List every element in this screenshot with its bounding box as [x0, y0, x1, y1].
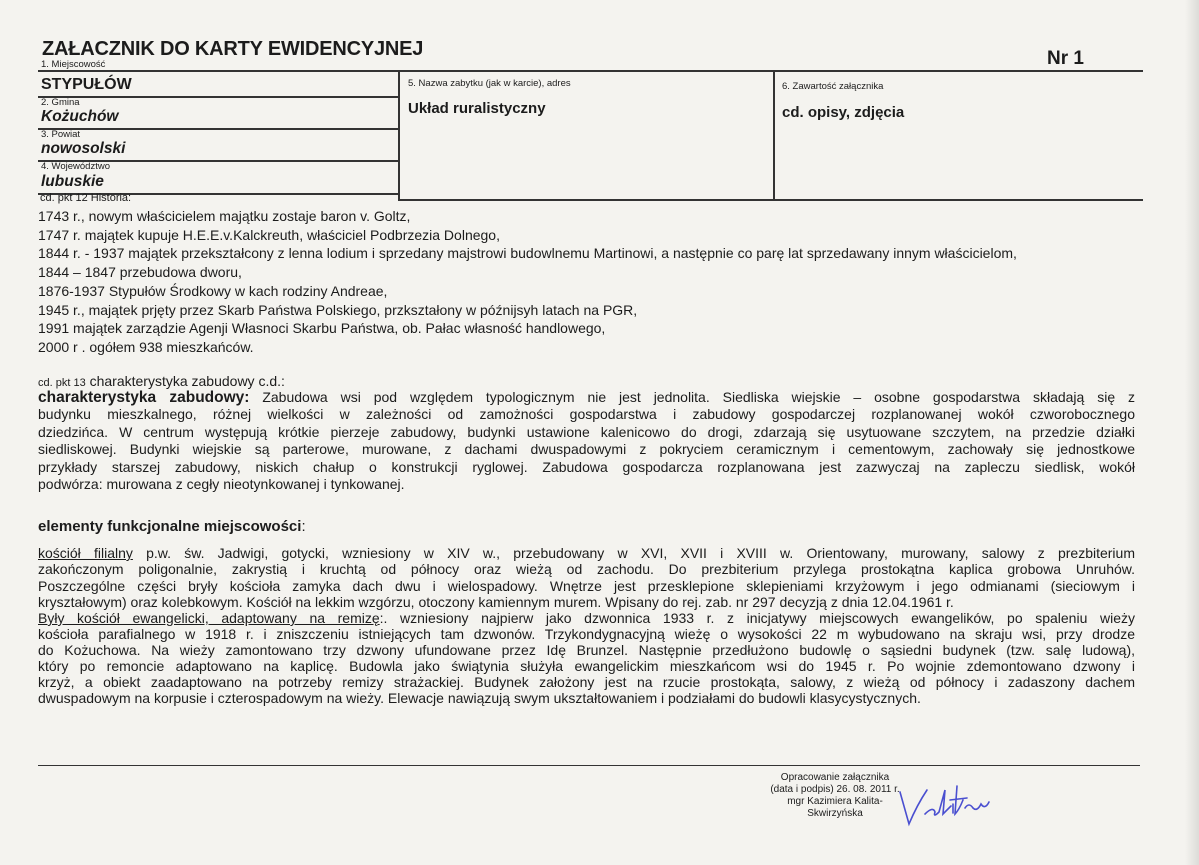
characteristics-lead: charakterystyka zabudowy: [38, 389, 250, 406]
line-text: :. wzniesiony najpierw jako dzwonnica 1933 r. z inicjatywy miejscowych ewangelików, po spaleniu wieży [379, 610, 1135, 626]
footer-line [38, 765, 1140, 766]
paragraph-line: przykłady starszej zabudowy, niskich chałup o konstrukcji ryglowej. Zabudowa gospodarcza rozplanowana jest zazwyczaj na zapleczu siedlisk, wokół [38, 458, 1135, 475]
paragraph-line: zakończonym poligonalnie, zakrystią i kruchtą od północy oraz wieżą od zachodu. Do prezbiterium przylega prostokątna kaplica grobowa Unruhów. [38, 561, 1135, 578]
field-label-gmina: 2. Gmina [41, 97, 80, 108]
history-entry: 1844 r. - 1937 majątek przekształcony z lenna lodium i sprzedany majstrowi budowlnemu Martinowi, a następnie co parę lat sprzedawany innym właścicielom, [38, 245, 1017, 262]
history-list [38, 207, 1135, 357]
footer-author-block [760, 772, 910, 820]
document-number: Nr 1 [1047, 48, 1084, 69]
paragraph-line: dziedzińca. W centrum występują krótkie pierzeje zabudowy, budynki ustawione kalenicowo do drogi, zdarzają się usytuowane szczytem, na przedzie działki [38, 423, 1135, 440]
form-bottom-line [398, 199, 1143, 201]
history-entry: 1991 majątek zarządzie Agenji Własnoci Skarbu Państwa, ob. Pałac własność handlowego, [38, 320, 606, 337]
field-value-nazwa: Układ ruralistyczny [408, 100, 546, 117]
elements-heading [38, 518, 306, 535]
history-entry: 1747 r. majątek kupuje H.E.E.v.Kalckreuth, właściciel Podbrzezia Dolnego, [38, 226, 500, 243]
line-text: p.w. św. Jadwigi, gotycki, wzniesiony w XIV w., przebudowany w XVI, XVII i XVIII w. Orientowany, murowany, salowy z prezbiterium [132, 545, 1135, 561]
scan-edge [1185, 0, 1199, 865]
handwritten-signature [895, 780, 995, 830]
field-label-miejscowosc: 1. Miejscowość [41, 59, 106, 70]
characteristics-heading-prefix: cd. pkt 13 [38, 377, 86, 389]
elements-heading-text: elementy funkcjonalne miejscowości [38, 518, 302, 535]
document-title: ZAŁACZNIK DO KARTY EWIDENCYJNEJ [42, 38, 424, 60]
paragraph-line: który po remoncie adaptowano na kaplicę. Budowla jako świątynia służyła ewangelickim mieszkańcom wsi do 1945 r. Po wojnie zdemontowano dzwony i [38, 658, 1135, 675]
field-label-wojewodztwo: 4. Województwo [41, 161, 110, 172]
paragraph-line: kościoła parafialnego w 1918 r. i zniszczeniu istniejących tam dzwonów. Trzykondygnacyjną wieżę o wysokości 22 m wybudowano na skraju wsi, przy drodze [38, 626, 1135, 643]
column-divider [398, 70, 400, 199]
paragraph-line: do Kożuchowa. Na wieży zamontowano trzy dzwony ufundowane przez Idę Brunzel. Następnie przedłużono budowlę o sąsiedni budynek (tzw. salę ludową), [38, 642, 1135, 659]
field-value-wojewodztwo: lubuskie [41, 173, 104, 190]
history-entry: 1945 r., majątek prjęty przez Skarb Państwa Polskiego, przkształony w późnijsyh latach na PGR, [38, 301, 638, 318]
field-value-gmina: Kożuchów [41, 108, 119, 125]
church-filial-paragraph [38, 545, 1135, 610]
history-heading: cd. pkt 12 Historia: [40, 192, 132, 204]
field-value-miejscowosc: STYPUŁÓW [41, 76, 132, 93]
history-entry: 1743 r., nowym właścicielem majątku zostaje baron v. Goltz, [38, 208, 411, 224]
history-entry: 2000 r . ogółem 938 mieszkańców. [38, 338, 254, 355]
paragraph-line: budynku mieszkalnego, różnej wielkości w zależności od zamożności gospodarstwa i zabudowy gospodarczej rozplanowanej wokół czworobocznego [38, 406, 1135, 423]
paragraph-line [38, 545, 1135, 561]
row-divider [38, 96, 398, 98]
field-label-zawartosc: 6. Zawartość załącznika [782, 81, 884, 92]
field-label-nazwa: 5. Nazwa zabytku (jak w karcie), adres [408, 78, 571, 89]
elements-heading-colon: : [301, 518, 306, 535]
footer-line-4: Skwirzyńska [807, 808, 863, 819]
paragraph-line: siedliskowej. Budynki wiejskie są parterowe, murowane, z dachami dwuspadowymi z pokryciem ceramicznym i cementowym, zachowały się jednostkowe [38, 441, 1135, 458]
paragraph-line: dwuspadowym na korpusie i czterospadowym na wieży. Elewacje nawiązują swym ukształtowaniem i podziałami do budowli klasycystycznych. [38, 690, 921, 707]
church-evangelical-title: Były kościół ewangelicki, adaptowany na remizę [38, 610, 380, 626]
footer-line-1: Opracowanie załącznika [780, 772, 890, 783]
field-value-powiat: nowosolski [41, 140, 126, 157]
characteristics-heading [38, 373, 285, 389]
footer-line-3: mgr Kazimiera Kalita- [787, 796, 883, 807]
characteristics-paragraph [38, 389, 1135, 493]
church-filial-title: kościół filialny [38, 545, 133, 561]
paragraph-line [38, 610, 1135, 626]
footer-line-2: (data i podpis) 26. 08. 2011 r. [770, 784, 900, 795]
characteristics-heading-text: charakterystyka zabudowy c.d.: [85, 373, 285, 389]
paragraph-line: Poszczególne części bryły kościoła zamyka dach dwu i wielospadowy. Wnętrze jest przesklepione sklepieniami krzyżowym i jego odmianami (sieciowym i [38, 577, 1135, 594]
paragraph-line: podwórza: murowana z cegły nieotynkowanej i tynkowanej. [38, 476, 405, 493]
field-value-zawartosc: cd. opisy, zdjęcia [782, 104, 905, 121]
field-label-powiat: 3. Powiat [41, 129, 81, 140]
row-divider [38, 128, 398, 130]
paragraph-line [38, 389, 1135, 406]
line-text: Zabudowa wsi pod względem typologicznym nie jest jednolita. Siedliska wiejskie – osobne gospodarstwa składają się z [249, 389, 1135, 405]
form-top-line [38, 70, 1143, 72]
paragraph-line: krzyż, a obiekt zaadaptowano na potrzeby remizy strażackiej. Budynek założony jest na rzucie prostokąta, salowy, z wieżą od północy i zadaszony dachem [38, 674, 1135, 691]
paragraph-line: kryształowym) oraz kolebkowym. Kościół na lekkim wzgórzu, otoczony kamiennym murem. Wpisany do rej. zab. nr 297 decyzją z dnia 12.04.1961 r. [38, 593, 954, 610]
church-evangelical-paragraph [38, 610, 1135, 707]
history-entry: 1844 – 1847 przebudowa dworu, [38, 264, 242, 281]
column-divider [773, 71, 775, 200]
history-entry: 1876-1937 Stypułów Środkowy w kach rodziny Andreae, [38, 282, 388, 299]
